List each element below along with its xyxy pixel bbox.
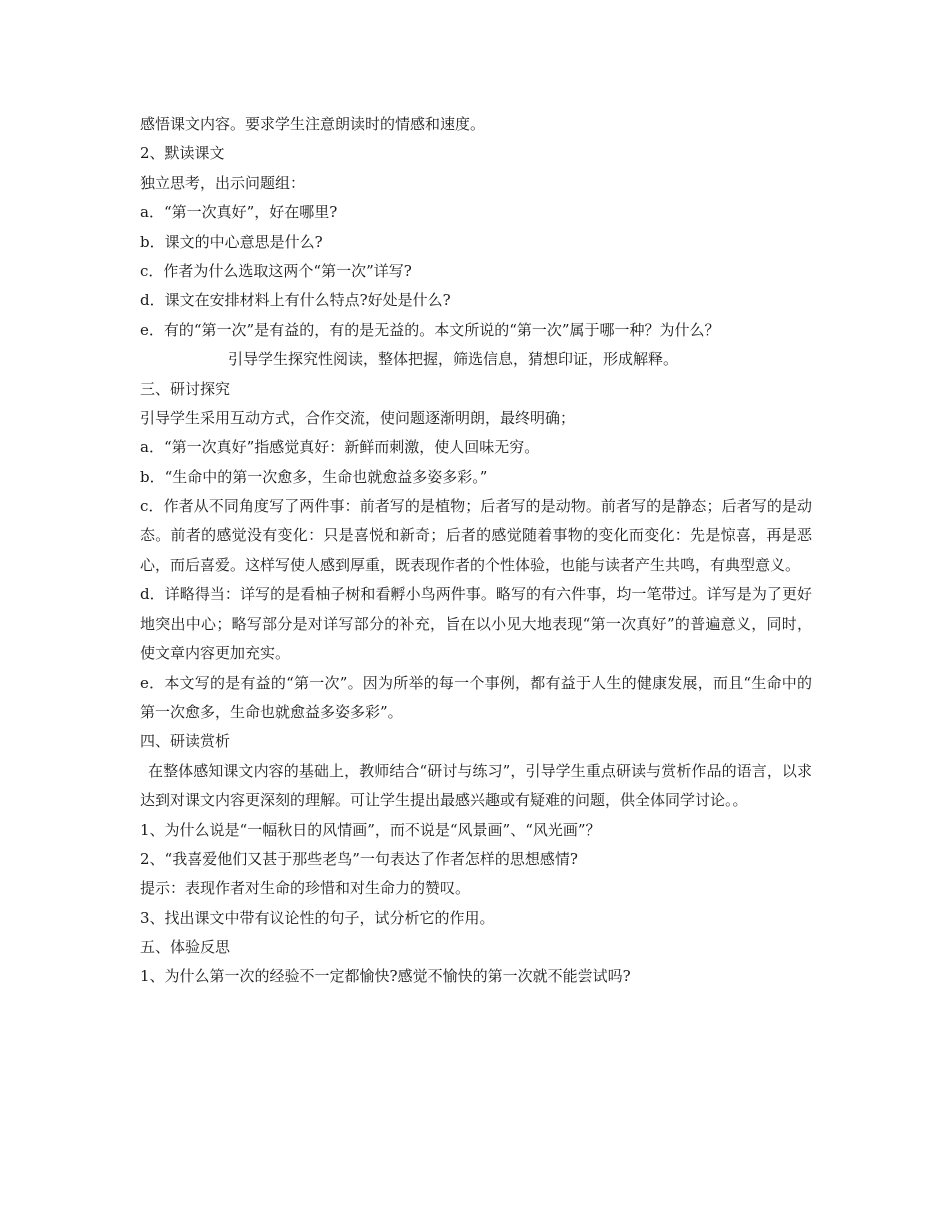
text-line: e．有的“第一次”是有益的，有的是无益的。本文所说的“第一次”属于哪一种？为什么？ (140, 320, 720, 339)
text-line: d．课文在安排材料上有什么特点?好处是什么? (140, 291, 451, 310)
document-page (140, 110, 812, 992)
paragraph: d．详略得当：详写的是看柚子树和看孵小鸟两件事。略写的有六件事，均一笔带过。详写是为了更好地突出中心；略写部分是对详写部分的补充，旨在以小见大地表现“第一次真好”的普遍意义，同时，使文章内容更加充实。 (140, 585, 812, 663)
text-line: b．“生命中的第一次愈多，生命也就愈益多姿多彩。” (140, 467, 488, 486)
text-line: a．“第一次真好”指感觉真好：新鲜而刺激，使人回味无穷。 (140, 438, 540, 457)
text-line: c．作者为什么选取这两个“第一次”详写? (140, 261, 412, 280)
section-heading: 三、研讨探究 (140, 379, 231, 398)
text-line: 2、“我喜爱他们又甚于那些老鸟”一句表达了作者怎样的思想感情? (140, 849, 578, 868)
text-line: a．“第一次真好”，好在哪里? (140, 203, 338, 222)
text-line: 2、默读课文 (140, 144, 225, 163)
text-line: 提示：表现作者对生命的珍惜和对生命力的赞叹。 (140, 879, 471, 898)
text-line: 独立思考，出示问题组： (140, 173, 306, 192)
section-heading: 四、研读赏析 (140, 732, 231, 751)
paragraph: 在整体感知课文内容的基础上，教师结合“研讨与练习”，引导学生重点研读与赏析作品的语言，以求达到对课文内容更深刻的理解。可让学生提出最感兴趣或有疑难的问题，供全体同学讨论。。 (140, 761, 812, 810)
text-line: 1、为什么第一次的经验不一定都愉快?感觉不愉快的第一次就不能尝试吗? (140, 967, 631, 986)
paragraph: c．作者从不同角度写了两件事：前者写的是植物；后者写的是动物。前者写的是静态；后者写的是动态。前者的感觉没有变化：只是喜悦和新奇；后者的感觉随着事物的变化而变化：先是惊喜，再是恶心，而后喜爱。这样写使人感到厚重，既表现作者的个性体验，也能与读者产生共鸣，有典型意义。 (140, 497, 812, 574)
text-line: 引导学生探究性阅读，整体把握，筛选信息，猜想印证，形成解释。 (228, 350, 679, 369)
text-line: b．课文的中心意思是什么? (140, 232, 323, 251)
text-line: 1、为什么说是“一幅秋日的风情画”，而不说是“风景画”、“风光画”？ (140, 820, 601, 839)
section-heading: 五、体验反思 (140, 938, 231, 957)
text-line: 引导学生采用互动方式，合作交流，使问题逐渐明朗，最终明确； (140, 408, 576, 427)
text-line: 感悟课文内容。要求学生注意朗读时的情感和速度。 (140, 115, 486, 133)
paragraph: e．本文写的是有益的“第一次”。因为所举的每一个事例，都有益于人生的健康发展，而且“生命中的第一次愈多，生命也就愈益多姿多彩”。 (140, 673, 812, 721)
text-line: 3、找出课文中带有议论性的句子，试分析它的作用。 (140, 908, 495, 927)
